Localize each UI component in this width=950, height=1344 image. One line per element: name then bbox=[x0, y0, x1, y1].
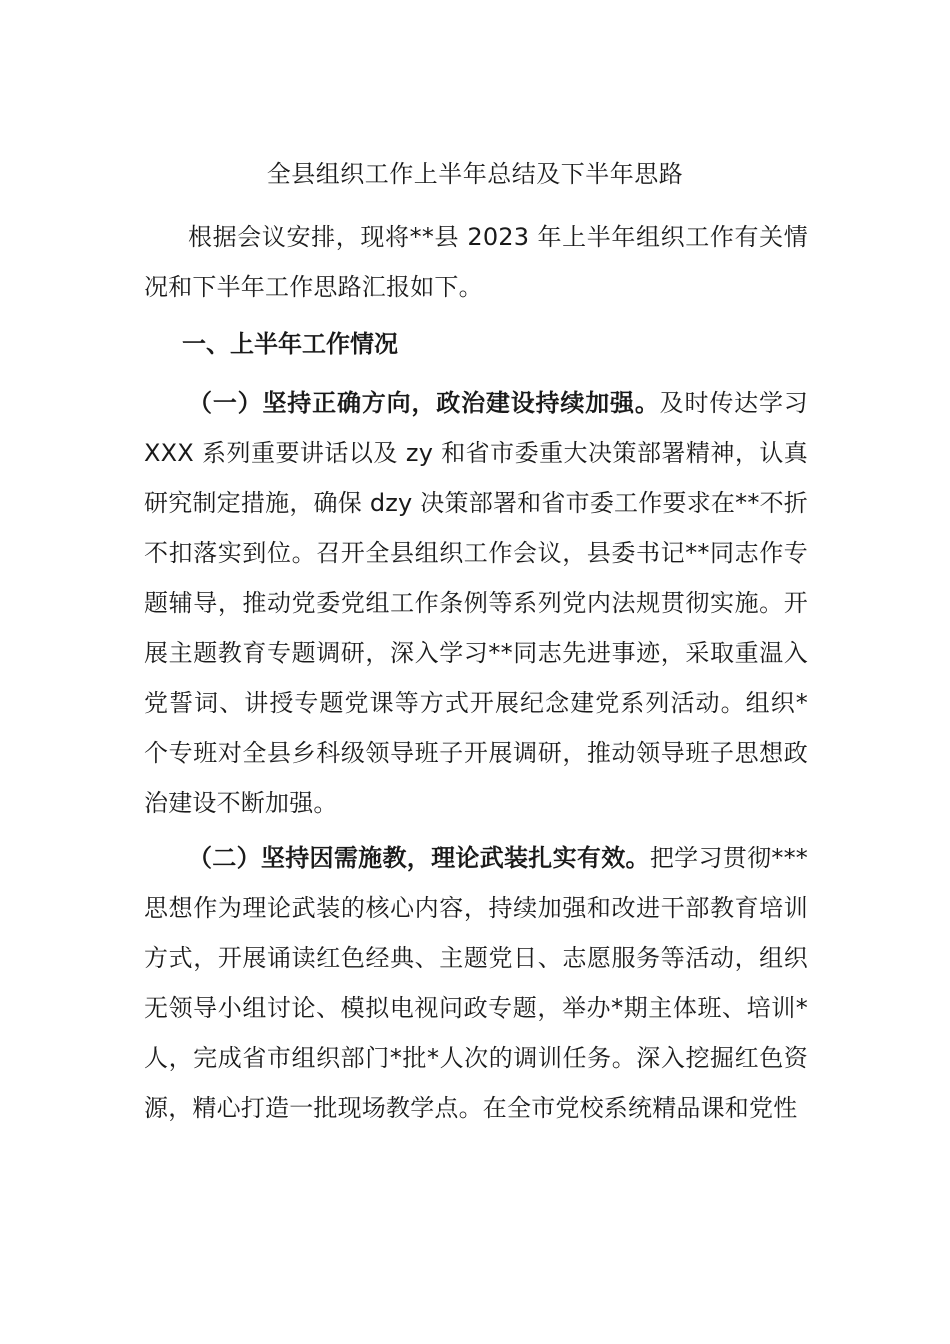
paragraph-1-lead: （一）坚持正确方向，政治建设持续加强。 bbox=[188, 389, 660, 417]
section-heading: 一、上半年工作情况 bbox=[182, 330, 398, 358]
paragraph-2 bbox=[144, 833, 808, 1133]
document-title: 全县组织工作上半年总结及下半年思路 bbox=[266, 160, 684, 188]
paragraph-2-lead: （二）坚持因需施教，理论武装扎实有效。 bbox=[188, 844, 650, 872]
paragraph-1 bbox=[144, 378, 808, 828]
paragraph-2-body: 把学习贯彻***思想作为理论武装的核心内容，持续加强和改进干部教育培训方式，开展诵读红色经典、主题党日、志愿服务等活动，组织无领导小组讨论、模拟电视问政专题，举办*期主体班、培训*人，完成省市组织部门*批*人次的调训任务。深入挖掘红色资源，精心打造一批现场教学点。在全市党校系统精品课和党性 bbox=[144, 844, 808, 1122]
intro-paragraph: 根据会议安排，现将**县 2023 年上半年组织工作有关情况和下半年工作思路汇报如下。 bbox=[144, 223, 808, 301]
paragraph-1-body: 及时传达学习XXX 系列重要讲话以及 zy 和省市委重大决策部署精神，认真研究制定措施，确保 dzy 决策部署和省市委工作要求在**不折不扣落实到位。召开全县组织工作会议，县委书记**同志作专题辅导，推动党委党组工作条例等系列党内法规贯彻实施。开展主题教育专题调研，深入学习**同志先进事迹，采取重温入党誓词、讲授专题党课等方式开展纪念建党系列活动。组织*个专班对全县乡科级领导班子开展调研，推动领导班子思想政治建设不断加强。 bbox=[144, 389, 808, 817]
